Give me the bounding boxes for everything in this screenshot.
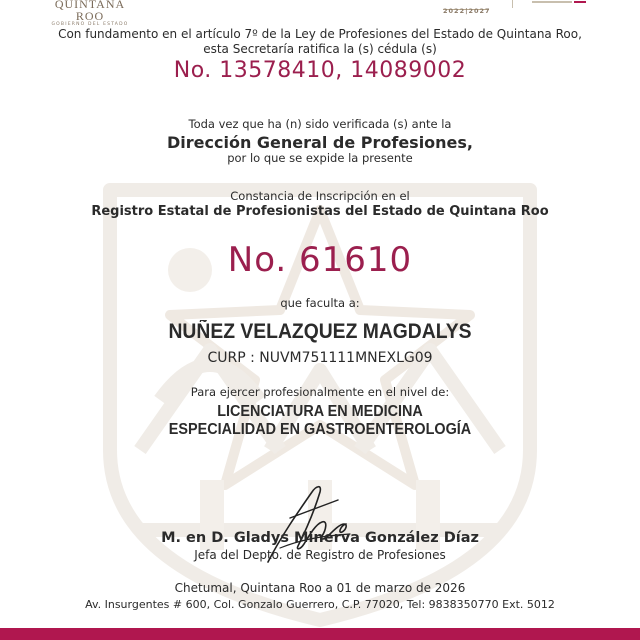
state-logo: [40, 0, 140, 27]
authorizes-line: que faculta a:: [280, 296, 360, 310]
signatory-title: Jefa del Depto. de Registro de Profesiones: [194, 548, 446, 562]
legal-basis-line-2: esta Secretaría ratifica la (s) cédula (s): [203, 42, 437, 56]
verification-line: Toda vez que ha (n) sido verificada (s) ante la: [188, 117, 452, 131]
holder-curp: CURP : NUVM751111MNEXLG09: [207, 350, 433, 366]
registration-number: No. 61610: [227, 240, 413, 280]
registry-name: Registro Estatal de Profesionistas del Estado de Quintana Roo: [91, 204, 549, 219]
degree-level: LICENCIATURA EN MEDICINA: [217, 403, 423, 420]
footer-bar: [0, 628, 640, 640]
issuance-line: por lo que se expide la presente: [227, 151, 413, 165]
signatory-name: M. en D. Gladys Minerva González Díaz: [161, 530, 479, 546]
secretariat-logo-icon: [530, 0, 590, 8]
level-intro: Para ejercer profesionalmente en el nivel de:: [190, 385, 450, 399]
specialty-level: ESPECIALIDAD EN GASTROENTEROLOGÍA: [168, 421, 472, 438]
office-address: Av. Insurgentes # 600, Col. Gonzalo Guerrero, C.P. 77020, Tel: 9838350770 Ext. 5012: [85, 598, 555, 611]
administration-years: 2022|2027: [443, 7, 491, 15]
legal-basis-line-1: Con fundamento en el artículo 7º de la Ley de Profesiones del Estado de Quintana Roo,: [58, 27, 582, 41]
holder-name: NUÑEZ VELAZQUEZ MAGDALYS: [168, 320, 472, 343]
administration-years-logo: [443, 0, 491, 15]
cedula-numbers: No. 13578410, 14089002: [173, 58, 467, 83]
logo-name: QUINTANA ROO: [54, 0, 126, 23]
issuing-office: Dirección General de Profesiones,: [166, 133, 474, 152]
registration-intro: Constancia de Inscripción en el: [230, 189, 410, 203]
place-and-date: Chetumal, Quintana Roo a 01 de marzo de 2026: [174, 581, 466, 595]
header-divider: [512, 0, 513, 8]
logo-subtitle: GOBIERNO DEL ESTADO: [51, 22, 129, 27]
